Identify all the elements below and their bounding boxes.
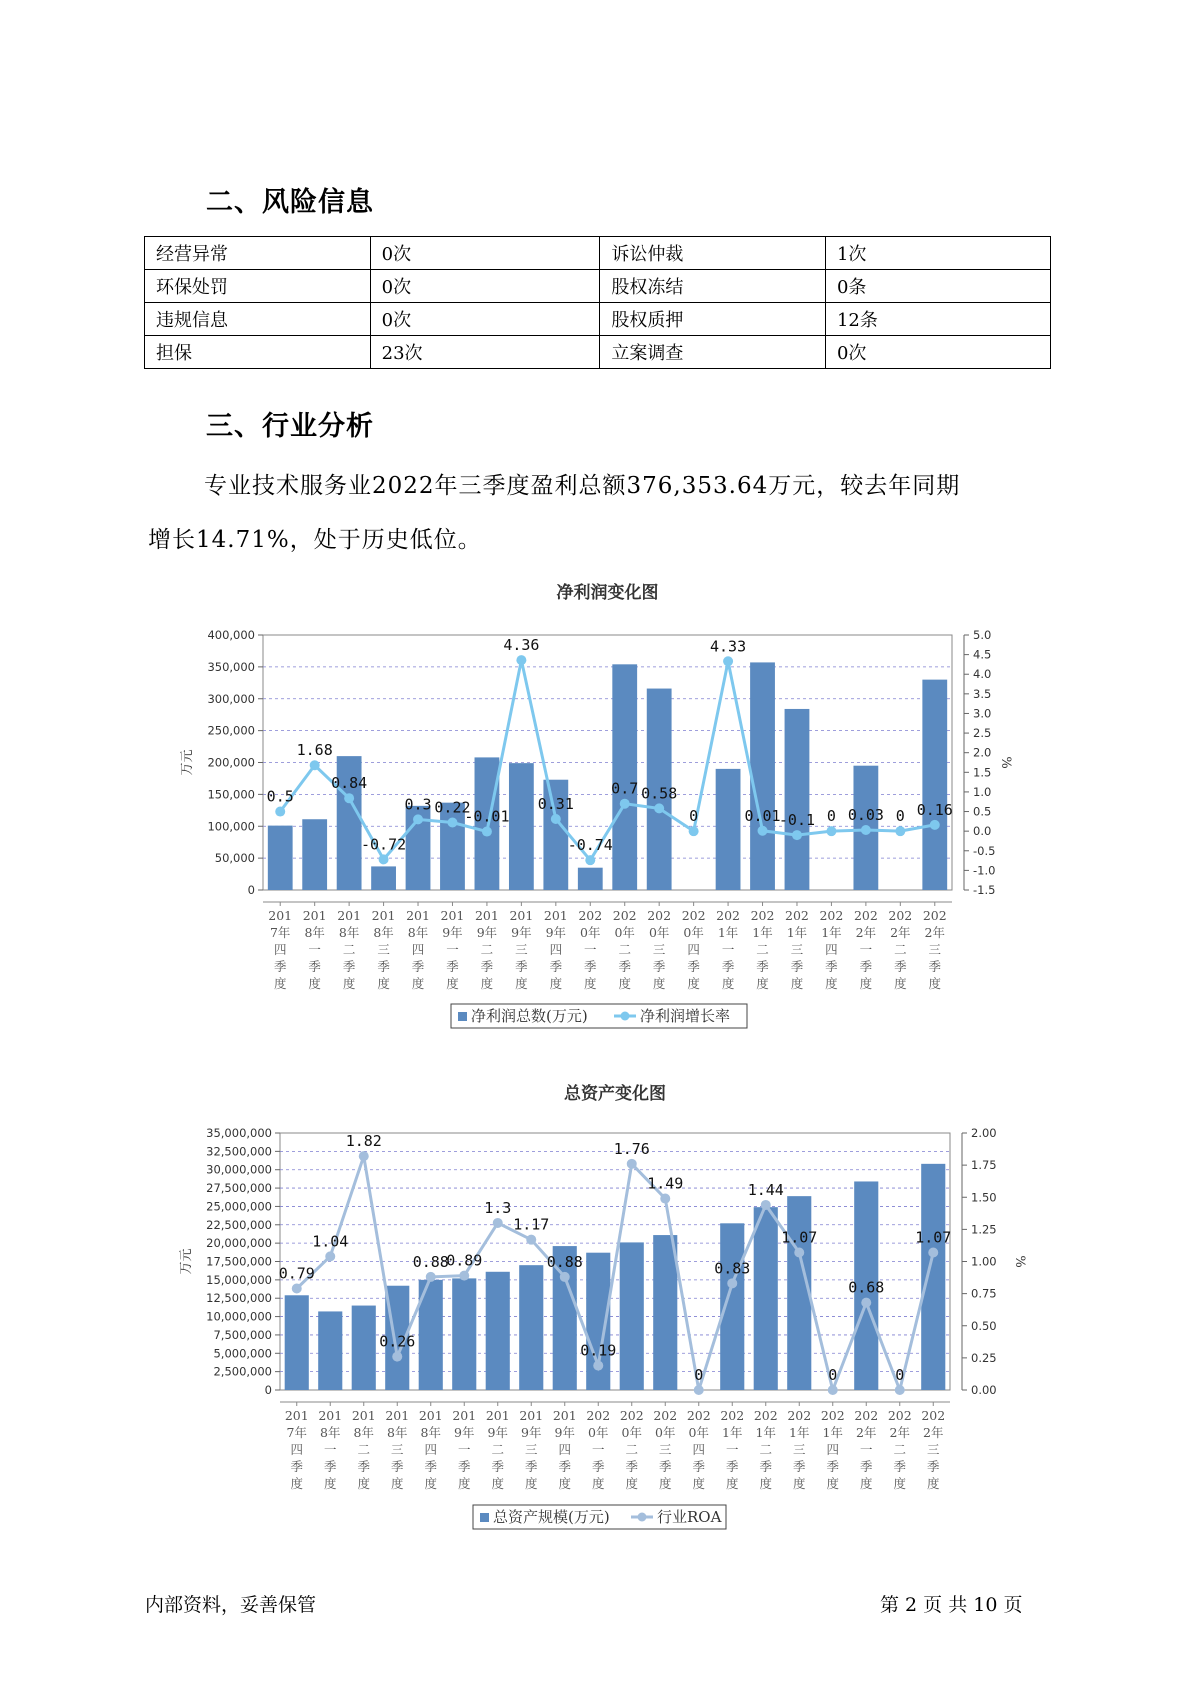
line-point <box>928 1248 938 1258</box>
data-label: 0.88 <box>412 1252 449 1271</box>
line-point <box>620 799 630 809</box>
line-point <box>359 1151 369 1161</box>
bar <box>452 1278 476 1390</box>
series-line <box>280 660 935 860</box>
line-point <box>325 1251 335 1261</box>
bar <box>371 866 396 890</box>
y-axis-label: 万元 <box>180 749 195 776</box>
legend-line-marker <box>638 1513 647 1522</box>
legend-line-marker <box>621 1012 630 1021</box>
x-tick-label: 201 9年三季度 <box>519 1408 544 1491</box>
legend-bar-swatch <box>480 1513 489 1522</box>
y2-tick-label: 0.50 <box>971 1318 997 1333</box>
risk-item-label: 违规信息 <box>145 303 371 336</box>
x-tick-label: 202 1年二季度 <box>750 908 775 991</box>
y-tick-label: 0 <box>247 883 255 897</box>
y-tick-label: 2,500,000 <box>213 1364 272 1379</box>
data-label: 0.79 <box>278 1264 315 1283</box>
risk-item-value: 0次 <box>370 237 600 270</box>
data-label: 0.16 <box>916 800 953 819</box>
line-point <box>379 854 389 864</box>
y-tick-label: 100,000 <box>207 819 255 834</box>
line-point <box>828 1385 838 1395</box>
y-tick-label: 300,000 <box>207 691 255 706</box>
line-point <box>560 1272 570 1282</box>
y-tick-label: 7,500,000 <box>213 1327 272 1342</box>
x-tick-label: 202 0年四季度 <box>686 1408 711 1491</box>
y-tick-label: 10,000,000 <box>206 1309 272 1324</box>
line-point <box>861 825 871 835</box>
line-point <box>593 1361 603 1371</box>
y-tick-label: 250,000 <box>207 723 255 738</box>
bar <box>754 1207 778 1390</box>
y2-tick-label: 2.0 <box>973 745 992 760</box>
legend-bar-label: 总资产规模(万元) <box>493 1508 610 1526</box>
line-point <box>310 760 320 770</box>
risk-heading: 二、风险信息 <box>206 187 374 218</box>
y-tick-label: 27,500,000 <box>206 1181 272 1196</box>
data-label: 1.04 <box>312 1232 349 1251</box>
x-tick-label: 202 2年二季度 <box>887 1408 912 1491</box>
data-label: 0.68 <box>848 1278 885 1297</box>
data-label: -0.74 <box>567 836 613 855</box>
x-tick-label: 201 9年四季度 <box>552 1408 577 1491</box>
y-tick-label: 35,000,000 <box>206 1126 272 1140</box>
footer-page-number: 第 2 页 共 10 页 <box>880 1594 1023 1616</box>
y-tick-label: 32,500,000 <box>206 1144 272 1159</box>
risk-item-label: 环保处罚 <box>145 270 371 303</box>
risk-item-label: 担保 <box>145 336 371 369</box>
bar <box>285 1295 309 1390</box>
x-tick-label: 202 0年三季度 <box>653 1408 678 1491</box>
x-tick-label: 202 0年四季度 <box>681 908 706 991</box>
x-tick-label: 201 9年三季度 <box>509 908 534 991</box>
x-tick-label: 202 0年一季度 <box>578 908 603 991</box>
y2-tick-label: 2.5 <box>973 726 992 741</box>
y2-tick-label: 0.75 <box>971 1286 997 1301</box>
data-label: -0.72 <box>360 835 407 854</box>
y-tick-label: 50,000 <box>214 851 255 866</box>
y2-tick-label: 0.25 <box>971 1350 997 1365</box>
footer-confidential: 内部资料，妥善保管 <box>145 1594 317 1616</box>
data-label: 0.89 <box>446 1251 483 1270</box>
chart-title: 净利润变化图 <box>556 583 659 603</box>
line-point <box>758 826 768 836</box>
x-tick-label: 202 0年二季度 <box>612 908 637 991</box>
data-label: -0.01 <box>464 807 510 826</box>
x-tick-label: 201 9年四季度 <box>543 908 568 991</box>
paragraph-line-2: 增长14.71%，处于历史低位。 <box>148 527 482 553</box>
data-label: 1.3 <box>484 1198 512 1217</box>
y-tick-label: 25,000,000 <box>206 1199 272 1214</box>
bar <box>509 763 534 890</box>
y2-tick-label: 1.25 <box>971 1222 997 1237</box>
y-tick-label: 30,000,000 <box>206 1162 272 1177</box>
y2-tick-label: 2.00 <box>971 1126 997 1140</box>
y2-tick-label: 0.5 <box>973 804 992 819</box>
x-tick-label: 201 8年一季度 <box>302 908 327 991</box>
line-point <box>895 826 905 836</box>
line-point <box>275 807 285 817</box>
data-label: 1.17 <box>513 1215 550 1234</box>
line-point <box>392 1352 402 1362</box>
x-tick-label: 202 2年一季度 <box>853 908 878 991</box>
x-tick-label: 201 8年三季度 <box>371 908 396 991</box>
bar <box>352 1306 376 1390</box>
y2-tick-label: -1.0 <box>973 863 996 878</box>
line-point <box>660 1194 670 1204</box>
y2-tick-label: 5.0 <box>973 628 992 642</box>
y-tick-label: 22,500,000 <box>206 1217 272 1232</box>
line-point <box>526 1235 536 1245</box>
total-assets-chart <box>0 1080 1191 1540</box>
x-tick-label: 202 2年二季度 <box>888 908 913 991</box>
data-label: 1.49 <box>647 1174 684 1193</box>
table-row <box>145 270 1051 303</box>
x-tick-label: 201 8年四季度 <box>406 908 430 991</box>
y2-tick-label: -0.5 <box>973 843 996 858</box>
x-tick-label: 201 8年二季度 <box>337 908 362 991</box>
y2-tick-label: 1.75 <box>971 1158 997 1173</box>
y-tick-label: 0 <box>264 1383 272 1397</box>
data-label: -0.1 <box>778 811 816 830</box>
table-row <box>145 336 1051 369</box>
data-label: 0.03 <box>847 805 884 824</box>
data-label: 0.3 <box>404 795 432 814</box>
x-tick-label: 202 1年四季度 <box>819 908 844 991</box>
y-tick-label: 350,000 <box>207 659 255 674</box>
y-axis-label: 万元 <box>179 1248 194 1275</box>
data-label: 1.07 <box>915 1228 952 1247</box>
x-tick-label: 201 9年一季度 <box>452 1408 477 1491</box>
data-label: 0.5 <box>266 787 294 806</box>
x-tick-label: 202 1年一季度 <box>720 1408 745 1491</box>
net-profit-chart <box>0 580 1191 1040</box>
x-tick-label: 202 2年三季度 <box>922 908 947 991</box>
bar <box>612 664 637 890</box>
line-point <box>447 818 457 828</box>
data-label: 0.19 <box>580 1341 617 1360</box>
data-label: 1.07 <box>781 1228 818 1247</box>
y-tick-label: 15,000,000 <box>206 1272 272 1287</box>
x-tick-label: 201 8年四季度 <box>418 1408 443 1491</box>
data-label: 0.22 <box>434 798 471 817</box>
paragraph-line-1: 专业技术服务业2022年三季度盈利总额376,353.64万元，较去年同期 <box>204 473 961 499</box>
y2-tick-label: 0.0 <box>973 824 992 839</box>
y-tick-label: 400,000 <box>207 628 255 642</box>
bar <box>318 1311 342 1390</box>
data-label: 0.84 <box>331 774 368 793</box>
line-point <box>930 820 940 830</box>
bar <box>268 826 293 890</box>
risk-item-label: 诉讼仲裁 <box>600 237 826 270</box>
x-tick-label: 201 9年二季度 <box>474 908 499 991</box>
bar <box>620 1242 644 1390</box>
x-tick-label: 201 8年三季度 <box>385 1408 410 1491</box>
x-tick-label: 201 9年二季度 <box>485 1408 510 1491</box>
risk-item-value: 12条 <box>825 303 1050 336</box>
table-row <box>145 237 1051 270</box>
risk-item-label: 股权冻结 <box>600 270 826 303</box>
x-tick-label: 201 7年四季度 <box>284 1408 309 1491</box>
legend-line-label: 行业ROA <box>657 1508 722 1526</box>
data-label: 1.76 <box>613 1139 650 1158</box>
bar <box>486 1272 510 1390</box>
line-point <box>482 827 492 837</box>
x-tick-label: 202 1年二季度 <box>753 1408 778 1491</box>
bar <box>578 868 603 890</box>
data-label: 0.26 <box>379 1332 416 1351</box>
data-label: 0.01 <box>744 806 781 825</box>
risk-item-value: 23次 <box>370 336 600 369</box>
legend-bar-swatch <box>458 1012 467 1021</box>
legend-line-label: 净利润增长率 <box>640 1007 731 1025</box>
data-label: 0.31 <box>537 794 574 813</box>
y-tick-label: 150,000 <box>207 787 255 802</box>
data-label: 0 <box>895 807 905 826</box>
data-label: 0 <box>895 1366 905 1384</box>
y2-tick-label: 1.0 <box>973 784 992 799</box>
y2-tick-label: 3.0 <box>973 706 992 721</box>
line-point <box>493 1218 503 1228</box>
y-tick-label: 5,000,000 <box>213 1346 272 1361</box>
data-label: 0 <box>694 1366 704 1384</box>
data-label: 0.83 <box>714 1259 751 1278</box>
y-tick-label: 12,500,000 <box>206 1291 272 1306</box>
risk-item-label: 经营异常 <box>145 237 371 270</box>
y-tick-label: 200,000 <box>207 755 255 770</box>
risk-item-label: 立案调查 <box>600 336 826 369</box>
y2-tick-label: 0.00 <box>971 1383 997 1397</box>
data-label: 4.36 <box>503 636 540 655</box>
data-label: 0 <box>826 807 836 826</box>
line-point <box>585 855 595 865</box>
y-tick-label: 17,500,000 <box>206 1254 272 1269</box>
line-point <box>792 830 802 840</box>
y2-tick-label: 1.00 <box>971 1254 997 1269</box>
data-label: 0.7 <box>611 779 639 798</box>
line-point <box>292 1283 302 1293</box>
x-tick-label: 201 9年一季度 <box>440 908 465 991</box>
table-row <box>145 303 1051 336</box>
data-label: 1.82 <box>345 1132 382 1151</box>
y2-tick-label: 4.5 <box>973 647 992 662</box>
risk-item-value: 0次 <box>825 336 1050 369</box>
line-point <box>761 1200 771 1210</box>
risk-table <box>144 236 1051 369</box>
line-point <box>861 1298 871 1308</box>
bar <box>653 1235 677 1390</box>
industry-heading: 三、行业分析 <box>206 411 374 442</box>
data-label: 0.88 <box>546 1252 583 1271</box>
line-point <box>826 826 836 836</box>
risk-item-label: 股权质押 <box>600 303 826 336</box>
line-point <box>516 655 526 665</box>
x-tick-label: 201 7年四季度 <box>268 908 293 991</box>
risk-item-value: 1次 <box>825 237 1050 270</box>
y2-tick-label: -1.5 <box>973 883 996 897</box>
data-label: 0 <box>828 1366 838 1384</box>
x-tick-label: 202 2年一季度 <box>854 1408 879 1491</box>
line-point <box>426 1272 436 1282</box>
bar <box>716 769 741 890</box>
line-point <box>413 814 423 824</box>
x-tick-label: 201 8年二季度 <box>351 1408 376 1491</box>
risk-item-value: 0条 <box>825 270 1050 303</box>
data-label: 4.33 <box>710 637 747 656</box>
bar <box>750 662 775 890</box>
line-point <box>694 1385 704 1395</box>
x-tick-label: 202 1年三季度 <box>785 908 809 991</box>
x-tick-label: 202 0年三季度 <box>647 908 672 991</box>
data-label: 1.68 <box>296 741 333 760</box>
line-point <box>627 1159 637 1169</box>
bar <box>519 1265 543 1390</box>
line-point <box>723 656 733 666</box>
line-point <box>895 1385 905 1395</box>
bar <box>785 709 810 890</box>
x-tick-label: 202 1年四季度 <box>820 1408 845 1491</box>
line-point <box>344 793 354 803</box>
line-point <box>689 826 699 836</box>
x-tick-label: 202 0年二季度 <box>619 1408 644 1491</box>
y2-axis-label: % <box>998 756 1013 769</box>
line-point <box>794 1248 804 1258</box>
y2-tick-label: 1.5 <box>973 765 992 780</box>
y2-tick-label: 1.50 <box>971 1190 997 1205</box>
y-tick-label: 20,000,000 <box>206 1236 272 1251</box>
line-point <box>727 1278 737 1288</box>
bar <box>922 680 947 890</box>
line-point <box>654 803 664 813</box>
y2-tick-label: 4.0 <box>973 667 992 682</box>
y2-axis-label: % <box>1012 1255 1027 1268</box>
x-tick-label: 202 1年一季度 <box>716 908 741 991</box>
data-label: 0 <box>689 807 699 826</box>
chart-title: 总资产变化图 <box>564 1084 666 1104</box>
y2-tick-label: 3.5 <box>973 686 992 701</box>
legend-bar-label: 净利润总数(万元) <box>471 1007 588 1025</box>
data-label: 1.44 <box>747 1180 784 1199</box>
data-label: 0.58 <box>641 784 678 803</box>
x-tick-label: 202 1年三季度 <box>787 1408 812 1491</box>
risk-item-value: 0次 <box>370 303 600 336</box>
x-tick-label: 202 0年一季度 <box>586 1408 611 1491</box>
line-point <box>551 814 561 824</box>
industry-paragraph <box>148 459 1048 567</box>
bar <box>921 1164 945 1390</box>
line-point <box>459 1271 469 1281</box>
risk-item-value: 0次 <box>370 270 600 303</box>
x-tick-label: 201 8年一季度 <box>318 1408 343 1491</box>
x-tick-label: 202 2年三季度 <box>921 1408 946 1491</box>
bar <box>302 819 327 890</box>
